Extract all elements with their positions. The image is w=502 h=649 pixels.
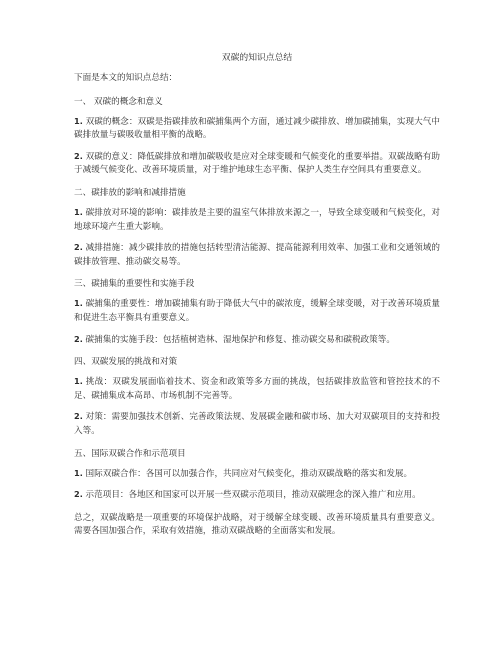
item-number: 1. — [74, 206, 83, 217]
section-paragraph — [74, 206, 440, 234]
section-paragraph — [74, 150, 440, 178]
item-text: 国际双碳合作：各国可以加强合作，共同应对气候变化，推动双碳战略的落实和发展。 — [82, 468, 413, 479]
conclusion-paragraph: 总之，双碳战略是一项重要的环境保护战略，对于缓解全球变暖、改善环境质量具有重要意义。需要各国加强合作，采取有效措施，推动双碳战略的全面落实和发展。 — [74, 512, 440, 537]
section-heading: 一、 双碳的概念和意义 — [74, 96, 163, 107]
section-paragraph — [74, 333, 440, 348]
section-paragraph — [74, 241, 440, 269]
item-number: 1. — [74, 298, 83, 309]
section-heading: 四、双碳发展的挑战和对策 — [74, 357, 178, 368]
item-number: 2. — [74, 242, 83, 253]
item-number: 2. — [74, 150, 83, 161]
section-paragraph — [74, 375, 440, 403]
section-paragraph — [74, 115, 440, 143]
document-title: 双碳的知识点总结 — [221, 53, 293, 63]
item-text: 双碳的概念：双碳是指碳排放和碳捕集两个方面，通过减少碳排放、增加碳捕集，实现大气中碳排放量与碳吸收量相平衡的战略。 — [74, 116, 440, 141]
section-paragraph — [74, 488, 440, 503]
item-number: 1. — [74, 376, 83, 387]
item-number: 2. — [74, 333, 83, 344]
section-paragraph — [74, 297, 440, 325]
section-heading: 二、碳排放的影响和减排措施 — [74, 187, 186, 198]
item-text: 减排措施：减少碳排放的措施包括转型清洁能源、提高能源利用效率、加强工业和交通领域的碳排放管理、推动碳交易等。 — [74, 243, 440, 267]
item-number: 2. — [74, 489, 83, 500]
section-heading: 五、国际双碳合作和示范项目 — [74, 448, 186, 459]
item-number: 1. — [74, 115, 83, 126]
item-text: 碳捕集的重要性：增加碳捕集有助于降低大气中的碳浓度，缓解全球变暖，对于改善环境质量和促进生态平衡具有重要意义。 — [74, 299, 440, 323]
section-paragraph — [74, 467, 440, 482]
item-text: 对策：需要加强技术创新、完善政策法规、发展碳金融和碳市场、加大对双碳项目的支持和投入等。 — [74, 412, 440, 436]
intro-text: 下面是本文的知识点总结： — [74, 73, 178, 83]
item-text: 碳排放对环境的影响：碳排放是主要的温室气体排放来源之一，导致全球变暖和气候变化，对地球环境产生重大影响。 — [74, 207, 440, 232]
document-page — [74, 52, 440, 546]
item-number: 2. — [74, 411, 83, 422]
item-text: 示范项目：各地区和国家可以开展一些双碳示范项目，推动双碳理念的深入推广和应用。 — [82, 490, 421, 501]
section-paragraph — [74, 410, 440, 438]
item-text: 挑战：双碳发展面临着技术、资金和政策等多方面的挑战，包括碳排放监管和管控技术的不足、碳捕集成本高昂、市场机制不完善等。 — [74, 377, 440, 401]
item-text: 双碳的意义：降低碳排放和增加碳吸收是应对全球变暖和气候变化的重要举措。双碳战略有助于减缓气候变化、改善环境质量，对于维护地球生态平衡、保护人类生存空间具有重要意义。 — [74, 151, 440, 176]
section-heading: 三、碳捕集的重要性和实施手段 — [74, 279, 195, 290]
item-text: 碳捕集的实施手段：包括植树造林、湿地保护和修复、推动碳交易和碳税政策等。 — [82, 334, 395, 345]
item-number: 1. — [74, 467, 83, 478]
